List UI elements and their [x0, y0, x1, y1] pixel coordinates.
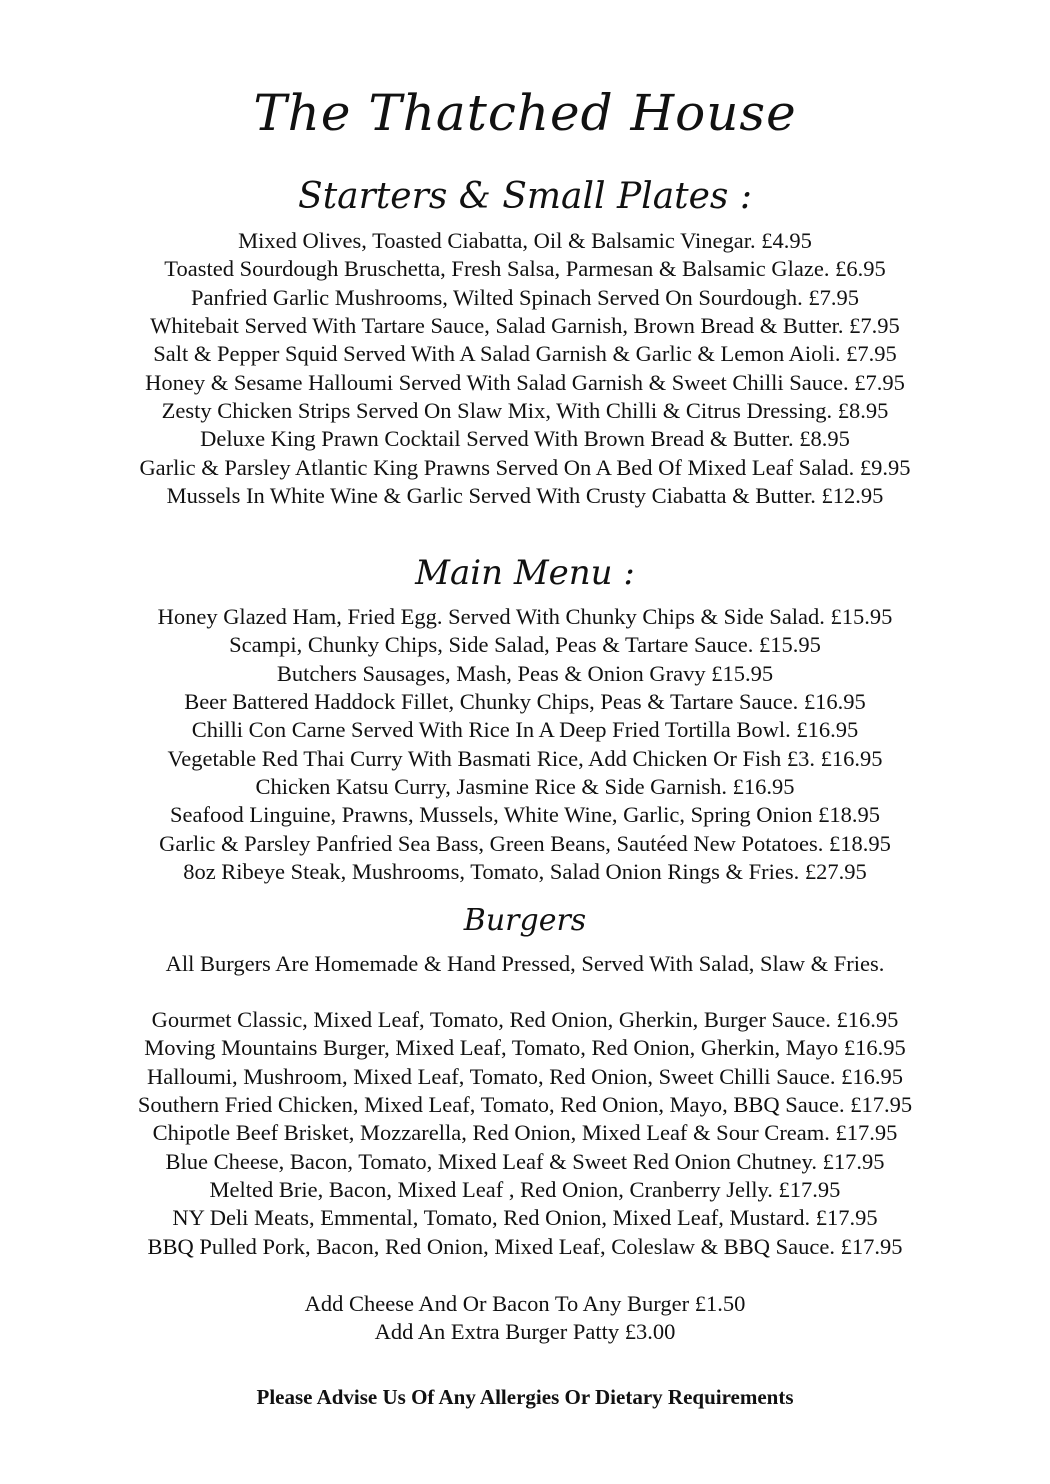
starter-item: Mussels In White Wine & Garlic Served With Crusty Ciabatta & Butter. £12.95 — [166, 483, 884, 509]
burgers-intro-block — [0, 950, 1050, 978]
main-item: Chicken Katsu Curry, Jasmine Rice & Side Garnish. £16.95 — [255, 774, 795, 800]
allergy-note: Please Advise Us Of Any Allergies Or Dietary Requirements — [256, 1385, 794, 1409]
starter-item: Deluxe King Prawn Cocktail Served With Brown Bread & Butter. £8.95 — [200, 426, 850, 452]
restaurant-title: The Thatched House — [253, 84, 797, 142]
burger-item: Gourmet Classic, Mixed Leaf, Tomato, Red Onion, Gherkin, Burger Sauce. £16.95 — [151, 1007, 899, 1032]
burger-item: Chipotle Beef Brisket, Mozzarella, Red Onion, Mixed Leaf & Sour Cream. £17.95 — [152, 1120, 898, 1146]
main-item: Honey Glazed Ham, Fried Egg. Served With Chunky Chips & Side Salad. £15.95 — [157, 604, 893, 629]
starters-list — [0, 227, 1050, 510]
burger-extra: Add Cheese And Or Bacon To Any Burger £1.50 — [304, 1291, 746, 1316]
burger-item: BBQ Pulled Pork, Bacon, Red Onion, Mixed Leaf, Coleslaw & BBQ Sauce. £17.95 — [147, 1233, 903, 1259]
starter-item: Whitebait Served With Tartare Sauce, Salad Garnish, Brown Bread & Butter. £7.95 — [150, 313, 900, 339]
main-item: Vegetable Red Thai Curry With Basmati Rice, Add Chicken Or Fish £3. £16.95 — [167, 745, 883, 771]
burger-extra: Add An Extra Burger Patty £3.00 — [374, 1319, 676, 1345]
starter-item: Toasted Sourdough Bruschetta, Fresh Salsa, Parmesan & Balsamic Glaze. £6.95 — [164, 256, 886, 282]
starter-item: Garlic & Parsley Atlantic King Prawns Served On A Bed Of Mixed Leaf Salad. £9.95 — [139, 454, 911, 480]
main-menu-heading: Main Menu : — [415, 553, 635, 593]
starter-item: Zesty Chicken Strips Served On Slaw Mix, With Chilli & Citrus Dressing. £8.95 — [161, 398, 889, 424]
burger-item: Melted Brie, Bacon, Mixed Leaf , Red Onion, Cranberry Jelly. £17.95 — [209, 1177, 841, 1203]
starter-item: Panfried Garlic Mushrooms, Wilted Spinach Served On Sourdough. £7.95 — [191, 284, 859, 310]
burger-item: Moving Mountains Burger, Mixed Leaf, Tomato, Red Onion, Gherkin, Mayo £16.95 — [144, 1035, 906, 1061]
main-item: Butchers Sausages, Mash, Peas & Onion Gravy £15.95 — [276, 660, 774, 686]
starters-heading: Starters & Small Plates : — [298, 176, 752, 217]
burger-item: Blue Cheese, Bacon, Tomato, Mixed Leaf & Sweet Red Onion Chutney. £17.95 — [165, 1148, 885, 1174]
burgers-heading: Burgers — [463, 903, 587, 938]
main-item: Scampi, Chunky Chips, Side Salad, Peas & Tartare Sauce. £15.95 — [229, 632, 821, 658]
burger-item: NY Deli Meats, Emmental, Tomato, Red Onion, Mixed Leaf, Mustard. £17.95 — [172, 1205, 878, 1231]
main-item: Seafood Linguine, Prawns, Mussels, White Wine, Garlic, Spring Onion £18.95 — [169, 802, 881, 828]
burger-extras-list — [0, 1290, 1050, 1347]
main-item: Beer Battered Haddock Fillet, Chunky Chips, Peas & Tartare Sauce. £16.95 — [184, 689, 866, 715]
starter-item: Salt & Pepper Squid Served With A Salad Garnish & Garlic & Lemon Aioli. £7.95 — [153, 341, 897, 367]
burger-item: Halloumi, Mushroom, Mixed Leaf, Tomato, Red Onion, Sweet Chilli Sauce. £16.95 — [146, 1063, 904, 1089]
starter-item: Honey & Sesame Halloumi Served With Salad Garnish & Sweet Chilli Sauce. £7.95 — [145, 369, 905, 395]
main-menu-list — [0, 603, 1050, 886]
burgers-list — [0, 1006, 1050, 1261]
burgers-intro: All Burgers Are Homemade & Hand Pressed, Served With Salad, Slaw & Fries. — [165, 951, 885, 976]
burger-item: Southern Fried Chicken, Mixed Leaf, Tomato, Red Onion, Mayo, BBQ Sauce. £17.95 — [137, 1092, 913, 1118]
main-item: 8oz Ribeye Steak, Mushrooms, Tomato, Salad Onion Rings & Fries. £27.95 — [183, 859, 867, 885]
starter-item: Mixed Olives, Toasted Ciabatta, Oil & Balsamic Vinegar. £4.95 — [238, 228, 812, 253]
main-item: Chilli Con Carne Served With Rice In A Deep Fried Tortilla Bowl. £16.95 — [191, 717, 859, 743]
main-item: Garlic & Parsley Panfried Sea Bass, Green Beans, Sautéed New Potatoes. £18.95 — [159, 830, 891, 856]
